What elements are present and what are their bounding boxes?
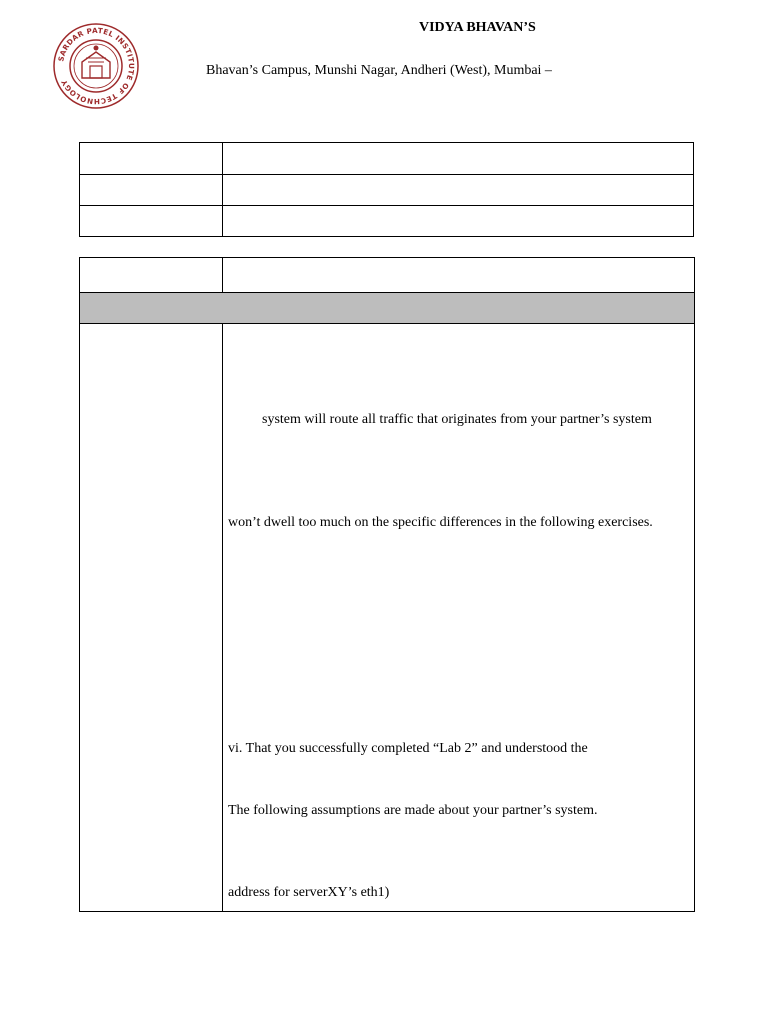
content-line: won’t dwell too much on the specific differences in the following exercises.: [228, 515, 653, 530]
info-table: [79, 142, 694, 237]
info-table-row-divider: [79, 205, 694, 206]
content-table-column-divider-top: [222, 257, 223, 292]
institute-seal-logo: [52, 22, 140, 110]
content-line: system will route all traffic that originates from your partner’s system: [262, 412, 652, 427]
info-table-row-divider: [79, 174, 694, 175]
content-line: address for serverXY’s eth1): [228, 885, 390, 900]
content-table-row-divider: [79, 292, 695, 293]
content-table-row-divider: [79, 323, 695, 324]
svg-text:SARDAR PATEL INSTITUTE OF TECH: SARDAR PATEL INSTITUTE OF TECHNOLOGY: [56, 25, 137, 107]
content-line: vi. That you successfully completed “Lab 2” and understood the: [228, 741, 588, 756]
institute-address: Bhavan’s Campus, Munshi Nagar, Andheri (West), Mumbai –: [206, 63, 552, 78]
content-table-column-divider: [222, 323, 223, 912]
info-table-column-divider: [222, 142, 223, 237]
content-line: The following assumptions are made about your partner’s system.: [228, 803, 598, 818]
institute-title: VIDYA BHAVAN’S: [419, 20, 536, 35]
